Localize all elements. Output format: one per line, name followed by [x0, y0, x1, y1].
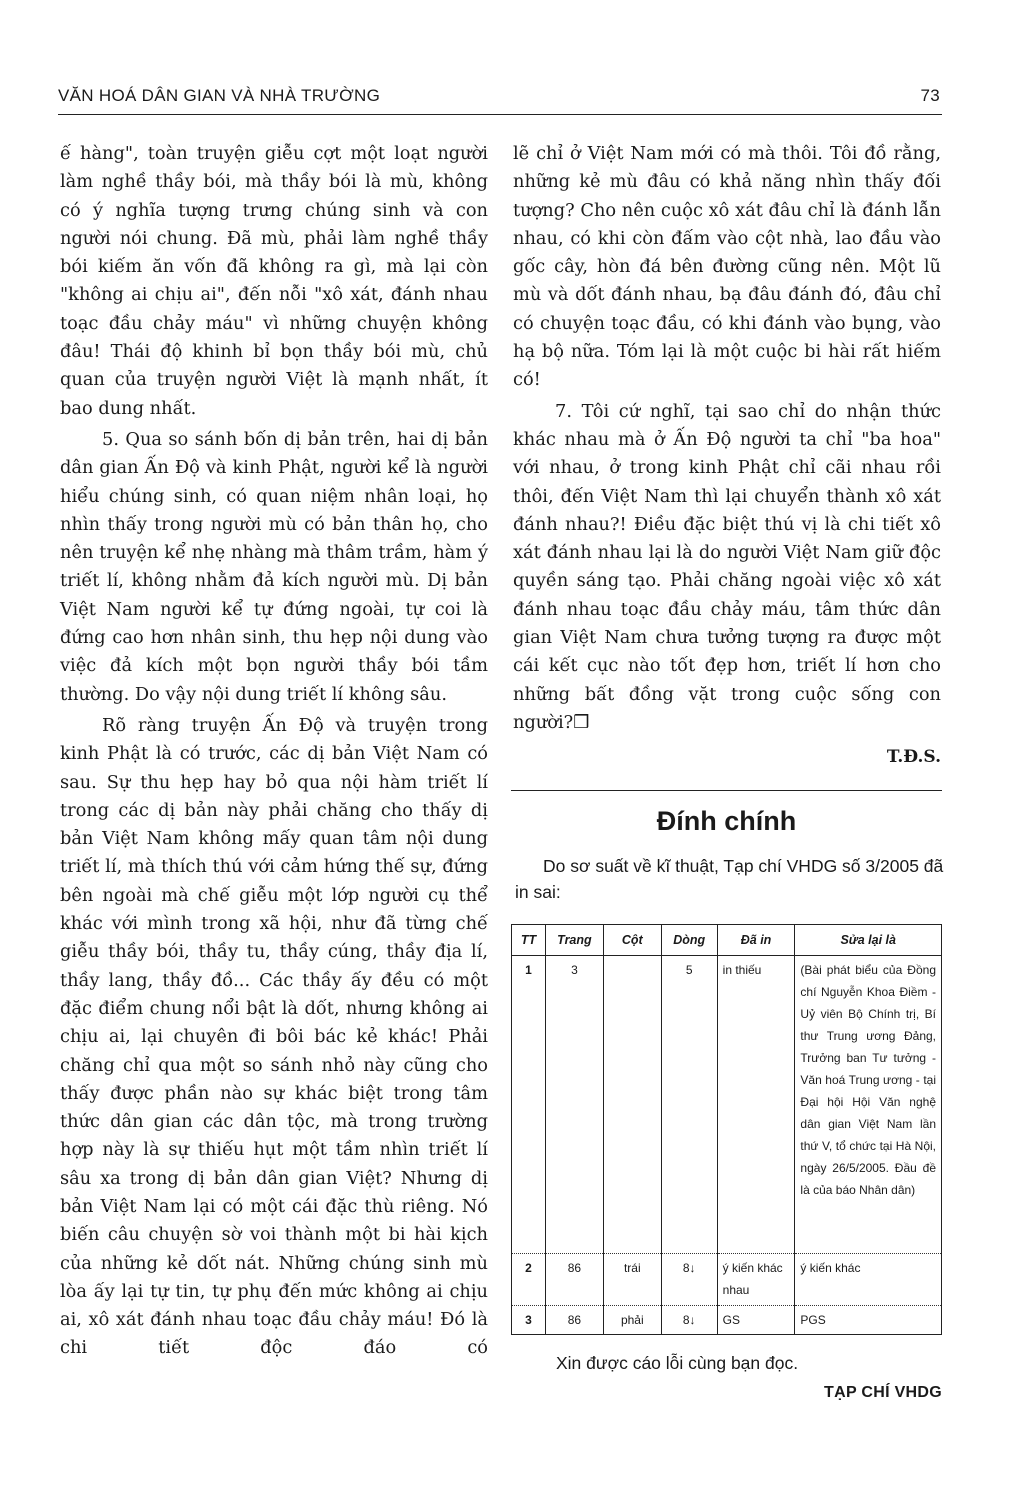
errata-table	[511, 924, 942, 1335]
column-header: TT	[512, 925, 546, 956]
cell-page: 86	[545, 1306, 603, 1335]
header-rule	[58, 114, 942, 115]
column-header: Trang	[545, 925, 603, 956]
errata-title: Đính chính	[656, 806, 797, 836]
column-header: Dòng	[661, 925, 717, 956]
table-header-row	[512, 925, 942, 956]
column-header: Đã in	[717, 925, 795, 956]
cell-page: 86	[545, 1254, 603, 1306]
apology-note: Xin được cáo lỗi cùng bạn đọc.	[556, 1353, 799, 1373]
paragraph: ế hàng", toàn truyện giễu cợt một loạt người làm nghề thầy bói, mà thầy bói là mù, không có ý nghĩa tượng trưng chúng sinh và con người nói chung. Đã mù, phải làm nghề thầy bói kiếm ăn vốn đã không ra gì, mà lại còn "không ai chịu ai", đến nỗi "xô xát, đánh nhau toạc đầu chảy máu" vì những chuyện không đâu! Thái độ khinh bỉ bọn thầy bói mù, chủ quan của truyện người Việt là mạnh nhất, ít bao dung nhất.	[60, 143, 488, 419]
right-column	[513, 140, 941, 771]
paragraph: 5. Qua so sánh bốn dị bản trên, hai dị bản dân gian Ấn Độ và kinh Phật, người kể là người hiểu chúng sinh, có quan niệm nhân loại, họ nhìn thấy trong người mù có bản thân họ, cho nên truyện kể nhẹ nhàng mà thâm trầm, hàm ý triết lí, không nhằm đả kích người mù. Dị bản Việt Nam người kể tự đứng ngoài, tự coi là đứng cao hơn nhân sinh, thu hẹp nội dung vào việc đả kích một bọn người thầy bói tầm thường. Do vậy nội dung triết lí không sâu.	[60, 428, 488, 705]
cell-printed: in thiếu	[717, 956, 795, 1254]
table-row	[512, 1306, 942, 1335]
cell-correction: ý kiến khác	[795, 1254, 942, 1306]
cell-line: 8↓	[661, 1306, 717, 1335]
paragraph: Rõ ràng truyện Ấn Độ và truyện trong kinh Phật là có trước, các dị bản Việt Nam có sau. Sự thu hẹp hay bỏ qua nội hàm triết lí trong các dị bản này phải chăng cho thấy dị bản Việt Nam không mấy quan tâm nội dung triết lí, mà thích thú với cảm hứng thế sự, đứng bên ngoài mà chế giễu một lớp người cụ thể khác với mình trong xã hội, như đã từng chế giễu thầy bói, thầy tu, thầy cúng, thầy địa lí, thầy lang, thầy đồ... Các thầy ấy đều có một đặc điểm chung nổi bật là dốt, nhưng không ai chịu ai, lại chuyên đi bôi bác kẻ khác! Phải chăng chỉ qua một so sánh nhỏ này cũng cho thấy được phần nào sự khác biệt trong tâm thức dân gian các dân tộc, mà trong trường hợp này là sự thiếu hụt một tầm nhìn triết lí sâu xa trong dị bản dân gian Việt? Nhưng dị bản Việt Nam lại có một cái đặc thù riêng. Nó biến câu chuyện sờ voi thành một bi hài kịch của những kẻ dốt nát. Những chúng sinh mù lòa ấy lại tự tin, tự phụ đến mức không ai chịu ai, xô xát đánh nhau toạc đầu chảy máu! Đó là chi tiết độc đáo có	[60, 714, 488, 1359]
cell-printed: GS	[717, 1306, 795, 1335]
page-number: 73	[920, 86, 940, 105]
cell-line: 5	[661, 956, 717, 1254]
cell-column: trái	[603, 1254, 661, 1306]
cell-column	[603, 956, 661, 1254]
journal-section-title: VĂN HOÁ DÂN GIAN VÀ NHÀ TRƯỜNG	[58, 86, 381, 105]
running-header	[58, 86, 940, 106]
cell-tt: 1	[512, 956, 546, 1254]
cell-tt: 2	[512, 1254, 546, 1306]
left-column	[60, 140, 488, 1363]
column-header: Cột	[603, 925, 661, 956]
column-header: Sửa lại là	[795, 925, 942, 956]
cell-correction: (Bài phát biểu của Đồng chí Nguyễn Khoa Điềm - Uỷ viên Bộ Chính trị, Bí thư Trung ương Đảng, Trưởng ban Tư tưởng - Văn hoá Trung ương - tại Đại hội Hội Văn nghệ dân gian Việt Nam lần thứ V, tổ chức tại Hà Nội, ngày 26/5/2005. Đầu đề là của báo Nhân dân)	[795, 956, 942, 1254]
paragraph: 7. Tôi cứ nghĩ, tại sao chỉ do nhận thức khác nhau mà ở Ấn Độ người ta chỉ "ba hoa" với nhau, ở trong kinh Phật chỉ cãi nhau rồi thôi, đến Việt Nam thì lại chuyển thành xô xát đánh nhau?! Điều đặc biệt thú vị là chi tiết xô xát đánh nhau lại là do người Việt Nam giữ độc quyền sáng tạo. Phải chăng ngoài việc xô xát đánh nhau toạc đầu chảy máu, tâm thức dân gian Việt Nam chưa tưởng tượng ra được một cái kết cục nào tốt đẹp hơn, triết lí hơn cho những bất đồng vặt trong cuộc sống con người?❒	[513, 400, 941, 733]
cell-correction: PGS	[795, 1306, 942, 1335]
cell-column: phải	[603, 1306, 661, 1335]
paragraph: lẽ chỉ ở Việt Nam mới có mà thôi. Tôi đồ rằng, những kẻ mù đâu có khả năng nhìn thấy đối tượng? Cho nên cuộc xô xát đâu chỉ là đánh lẫn nhau, có khi còn đấm vào cột nhà, lao đầu vào gốc cây, hòn đá bên đường cũng nên. Một lũ mù và dốt đánh nhau, bạ đâu đánh đó, đâu chỉ có chuyện toạc đầu, có khi đánh vào bụng, vào hạ bộ nữa. Tóm lại là một cuộc bi hài rất hiếm có!	[513, 143, 941, 391]
errata-intro: Do sơ suất về kĩ thuật, Tạp chí VHDG số 3/2005 đã in sai:	[515, 856, 944, 902]
cell-tt: 3	[512, 1306, 546, 1335]
cell-line: 8↓	[661, 1254, 717, 1306]
table-row	[512, 1254, 942, 1306]
section-divider	[511, 790, 942, 791]
table-row	[512, 956, 942, 1254]
journal-signature: TẠP CHÍ VHDG	[824, 1384, 942, 1401]
cell-page: 3	[545, 956, 603, 1254]
cell-printed: ý kiến khác nhau	[717, 1254, 795, 1306]
author-initials: T.Đ.S.	[886, 747, 941, 768]
